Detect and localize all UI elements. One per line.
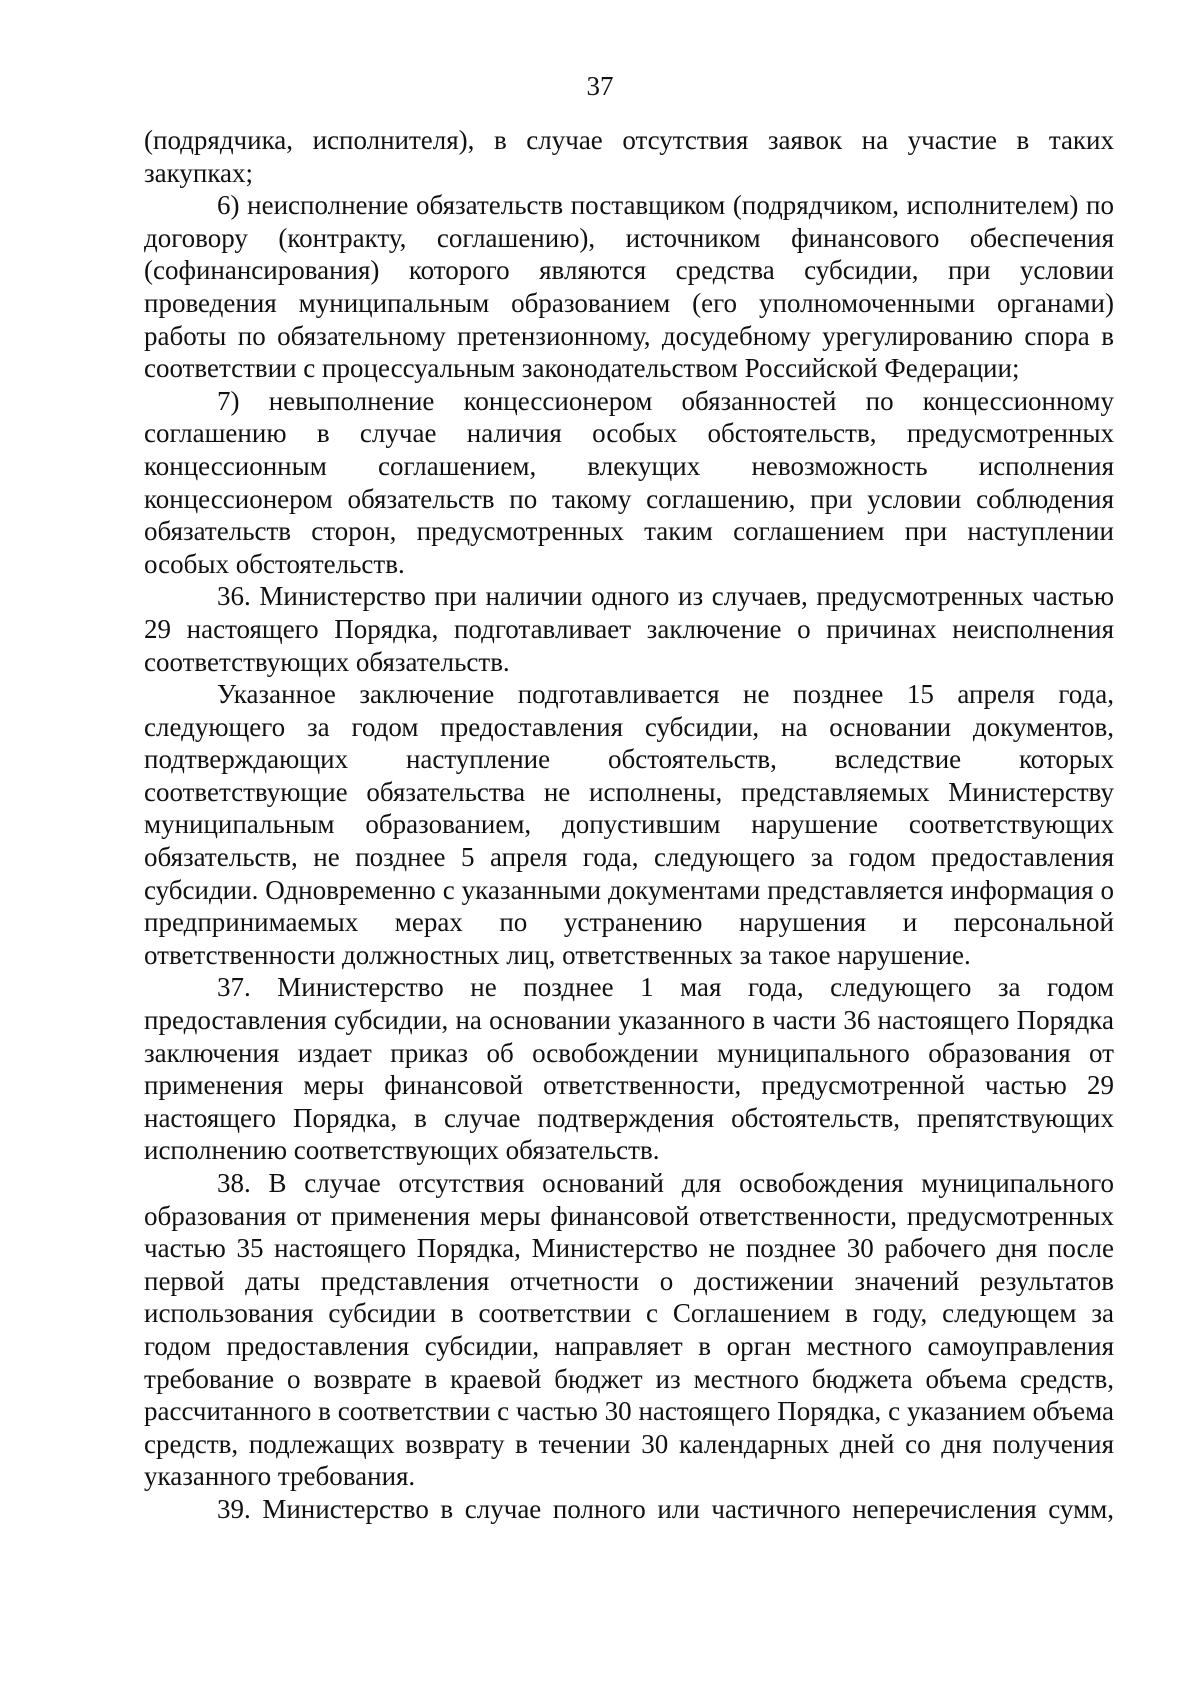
paragraph-section-39: 39. Министерство в случае полного или частичного неперечисления сумм, [217,1493,1114,1524]
paragraph-item-6: 6) неисполнение обязательств поставщиком (подрядчиком, исполнителем) по договору (контракту, соглашению), источником финансового обеспечения (софинансирования) которого являются средства субсидии, при условии проведения муниципальным образованием (его уполномоченными органами) работы по обязательному претензионному, досудебному урегулированию спора в соответствии с процессуальным законодательством Российской Федерации; [144,190,1114,384]
paragraph-section-37: 37. Министерство не позднее 1 мая года, следующего за годом предоставления субсидии, на основании указанного в части 36 настоящего Порядка заключения издает приказ об освобождении муниципального образования от применения меры финансовой ответственности, предусмотренной частью 29 настоящего Порядка, в случае подтверждения обстоятельств, препятствующих исполнению соответствующих обязательств. [144,972,1114,1166]
paragraph-section-36: 36. Министерство при наличии одного из случаев, предусмотренных частью 29 настоящего Порядка, подготавливает заключение о причинах неисполнения соответствующих обязательств. [144,581,1114,677]
document-body [144,124,1114,1526]
paragraph-continuation: (подрядчика, исполнителя), в случае отсутствия заявок на участие в таких закупках; [144,125,1114,188]
paragraph-item-7: 7) невыполнение концессионером обязанностей по концессионному соглашению в случае наличия особых обстоятельств, предусмотренных концессионным соглашением, влекущих невозможность исполнения концессионером обязательств по такому соглашению, при условии соблюдения обязательств сторон, предусмотренных таким соглашением при наступлении особых обстоятельств. [144,385,1114,579]
paragraph-section-36-conclusion: Указанное заключение подготавливается не позднее 15 апреля года, следующего за годом предоставления субсидии, на основании документов, подтверждающих наступление обстоятельств, вследствие которых соответствующие обязательства не исполнены, представляемых Министерству муниципальным образованием, допустившим нарушение соответствующих обязательств, не позднее 5 апреля года, следующего за годом предоставления субсидии. Одновременно с указанными документами представляется информация о предпринимаемых мерах по устранению нарушения и персональной ответственности должностных лиц, ответственных за такое нарушение. [144,679,1114,970]
page-number: 37 [586,71,614,101]
paragraph-section-38: 38. В случае отсутствия оснований для освобождения муниципального образования от применения меры финансовой ответственности, предусмотренных частью 35 настоящего Порядка, Министерство не позднее 30 рабочего дня после первой даты представления отчетности о достижении значений результатов использования субсидии в соответствии с Соглашением в году, следующем за годом предоставления субсидии, направляет в орган местного самоуправления требование о возврате в краевой бюджет из местного бюджета объема средств, рассчитанного в соответствии с частью 30 настоящего Порядка, с указанием объема средств, подлежащих возврату в течении 30 календарных дней со дня получения указанного требования. [144,1168,1114,1492]
